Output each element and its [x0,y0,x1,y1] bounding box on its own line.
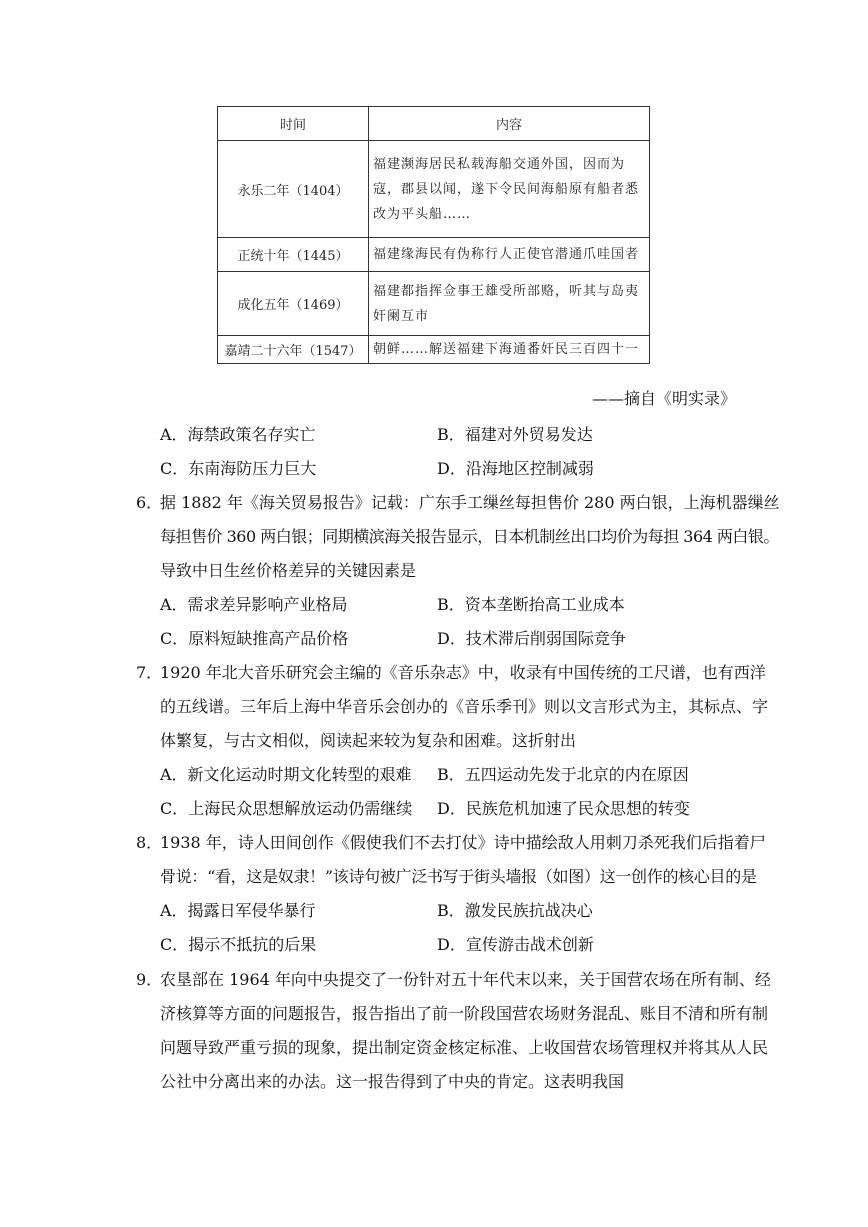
table-cell-content: 朝鲜……解送福建下海通番奸民三百四十一 [369,336,650,364]
question-number: 7． [136,663,163,682]
question-text-line: 导致中日生丝价格差异的关键因素是 [160,561,417,580]
question-text-line: 的五线谱。三年后上海中华音乐会创办的《音乐季刊》则以文言形式为主，其标点、字 [160,697,769,716]
table-header-row [218,107,650,141]
q8-option-a[interactable]: A．揭露日军侵华暴行 [160,901,316,920]
table-cell-content: 福建缘海民有伪称行人正使官潜通爪哇国者 [369,238,650,272]
q7-option-b[interactable]: B．五四运动先发于北京的内在原因 [437,765,689,784]
table-row [218,272,650,336]
question-text-line: 1938 年，诗人田间创作《假使我们不去打仗》诗中描绘敌人用刺刀杀死我们后指着尸 [160,833,766,852]
q8-option-c[interactable]: C．揭示不抵抗的后果 [160,935,317,954]
question-6 [136,486,780,588]
question-text-line: 公社中分离出来的办法。这一报告得到了中央的肯定。这表明我国 [160,1072,625,1091]
source-table [217,106,650,364]
q6-option-c[interactable]: C．原料短缺推高产品价格 [160,629,349,648]
question-number: 8． [136,833,163,852]
q8-option-d[interactable]: D．宣传游击战术创新 [437,935,594,954]
q6-option-b[interactable]: B．资本垄断抬高工业成本 [437,595,625,614]
question-number: 6． [136,493,163,512]
question-text-line: 每担售价 360 两白银；同期横滨海关报告显示，日本机制丝出口均价为每担 364 两白银。 [160,527,779,546]
question-8 [136,826,766,894]
source-citation: ——摘自《明实录》 [591,389,736,408]
table-row [218,238,650,272]
question-text-line: 体繁复，与古文相似，阅读起来较为复杂和困难。这折射出 [160,731,577,750]
q5-option-d[interactable]: D．沿海地区控制减弱 [437,459,594,478]
table-cell-content: 福建濒海居民私载海船交通外国，因而为寇，郡县以闻，遂下令民间海船原有船者悉改为平头船…… [369,141,650,238]
q7-option-d[interactable]: D．民族危机加速了民众思想的转变 [437,799,690,818]
q6-option-a[interactable]: A．需求差异影响产业格局 [160,595,348,614]
table-cell-content: 福建都指挥佥事王雄受所部赂，听其与岛夷奸阑互市 [369,272,650,336]
question-7 [136,656,769,758]
question-text-line: 农垦部在 1964 年向中央提交了一份针对五十年代末以来，关于国营农场在所有制、经 [160,970,771,989]
question-number: 9． [136,970,163,989]
q8-option-b[interactable]: B．激发民族抗战决心 [437,901,593,920]
table-header-time: 时间 [218,107,369,141]
table-cell-time: 永乐二年（1404） [218,141,369,238]
q6-option-d[interactable]: D．技术滞后削弱国际竞争 [437,629,626,648]
table-cell-time: 嘉靖二十六年（1547） [218,336,369,364]
table-row [218,336,650,364]
question-text-line: 问题导致严重亏损的现象，提出制定资金核定标准、上收国营农场管理权并将其从人民 [160,1038,769,1057]
q7-option-c[interactable]: C．上海民众思想解放运动仍需继续 [160,799,413,818]
q7-option-a[interactable]: A．新文化运动时期文化转型的艰难 [160,765,412,784]
q5-option-c[interactable]: C．东南海防压力巨大 [160,459,317,478]
q5-option-a[interactable]: A．海禁政策名存实亡 [160,425,316,444]
question-text-line: 济核算等方面的问题报告，报告指出了前一阶段国营农场财务混乱、账目不清和所有制 [160,1004,769,1023]
table-row [218,141,650,238]
question-text-line: 1920 年北大音乐研究会主编的《音乐杂志》中，收录有中国传统的工尺谱，也有西洋 [160,663,766,682]
q5-option-b[interactable]: B．福建对外贸易发达 [437,425,593,444]
question-9 [136,963,771,1099]
table-cell-time: 正统十年（1445） [218,238,369,272]
question-text-line: 据 1882 年《海关贸易报告》记载：广东手工缫丝每担售价 280 两白银，上海机器缫丝 [160,493,780,512]
question-text-line: 骨说：“看，这是奴隶！”该诗句被广泛书写于街头墙报（如图）这一创作的核心目的是 [160,867,757,886]
table-header-content: 内容 [369,107,650,141]
table-cell-time: 成化五年（1469） [218,272,369,336]
